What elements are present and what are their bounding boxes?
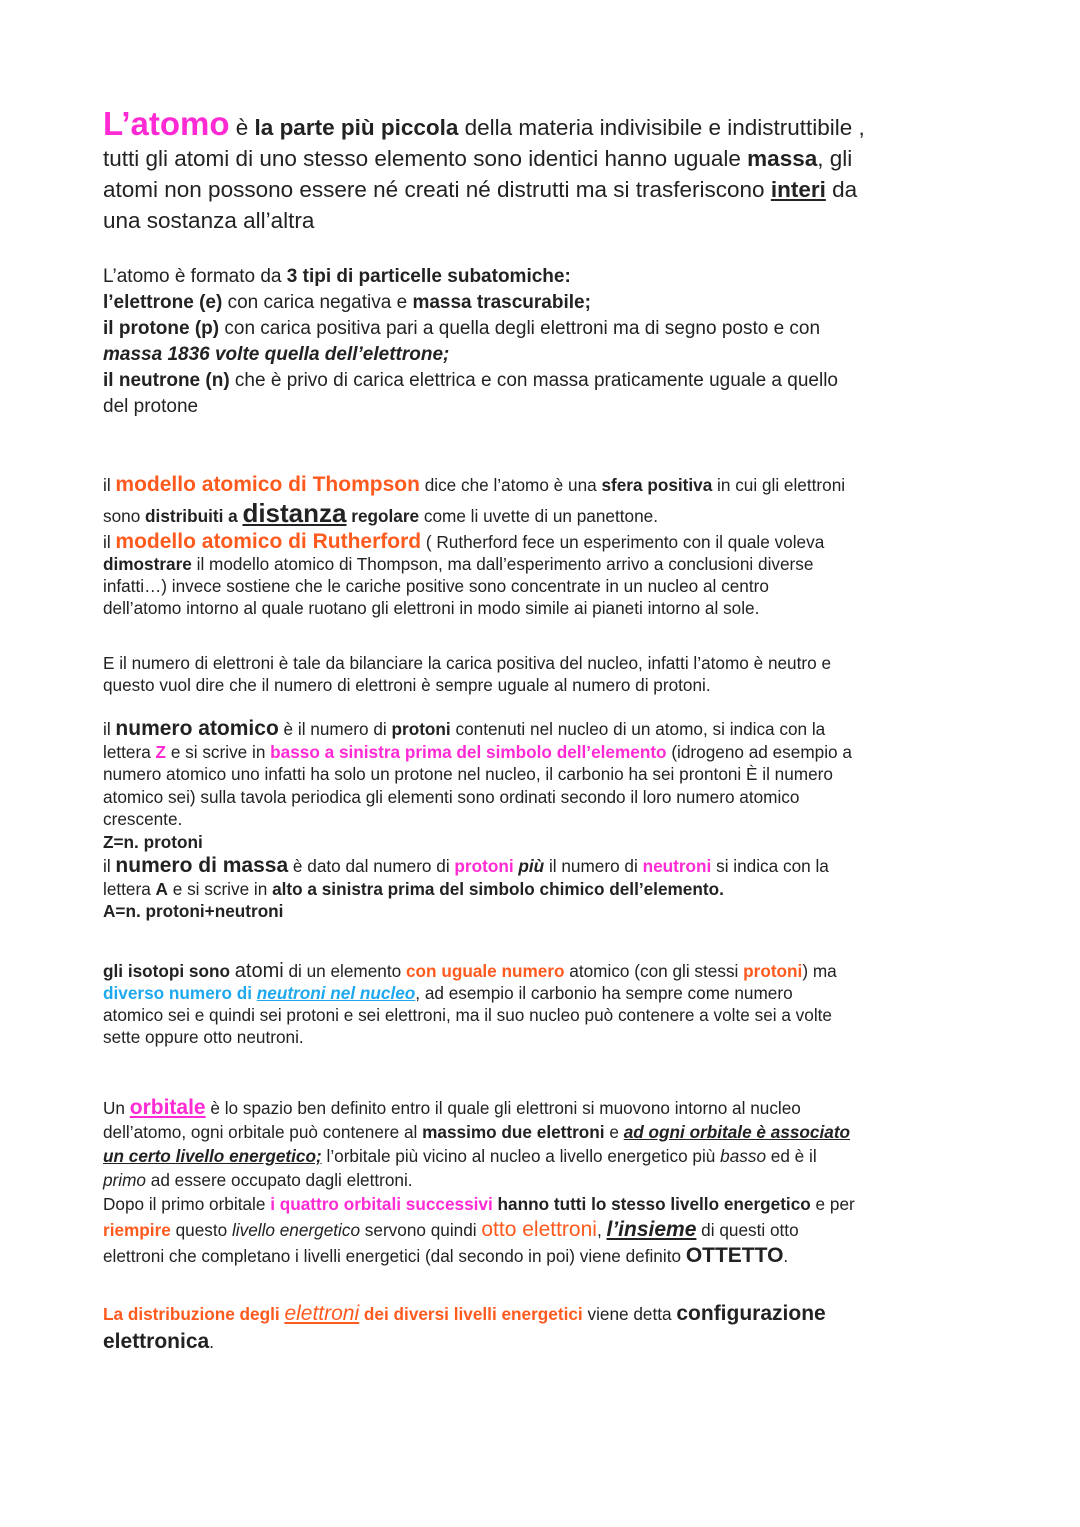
isotopes-paragraph — [103, 960, 983, 1048]
pink-bold-text: basso a sinistra prima del simbolo dell’elemento — [270, 741, 667, 762]
mass-number-line-2 — [103, 878, 983, 901]
orbital-paragraph — [103, 1096, 983, 1268]
text: da — [825, 177, 858, 202]
text: il modello atomico di Thompson, ma dall’esperimento arrivo a conclusioni diverse — [191, 554, 814, 574]
intro-line-4 — [103, 205, 983, 236]
text: . — [209, 1332, 214, 1352]
text: , — [596, 1220, 607, 1240]
bold-italic-text: massa 1836 volte quella dell’elettrone; — [103, 344, 450, 365]
text: dell’atomo, ogni orbitale può contenere al — [103, 1122, 423, 1142]
text: il — [103, 475, 116, 495]
pink-bold-text: neutroni — [642, 856, 712, 876]
text: , gli — [817, 146, 853, 171]
text: si indica con la — [711, 856, 829, 876]
neutral-line-1 — [103, 652, 983, 674]
text: L’atomo è formato da — [103, 266, 287, 287]
text: è — [229, 115, 255, 140]
pink-bold-text: i quattro orbitali successivi — [270, 1194, 493, 1214]
neutron-line — [103, 368, 983, 394]
text: . — [783, 1246, 789, 1266]
particles-line-1 — [103, 264, 983, 290]
text: sette oppure otto neutroni. — [103, 1027, 304, 1047]
text: in cui gli elettroni — [712, 475, 846, 495]
italic-text: basso — [720, 1146, 767, 1166]
text: e — [604, 1122, 624, 1142]
text: è il numero di — [278, 719, 392, 739]
text: di questi otto — [696, 1220, 799, 1240]
text: come li uvette di un panettone. — [419, 506, 658, 526]
orange-bold-text: La distribuzione degli — [103, 1304, 285, 1324]
underlined-bold-text: interi — [770, 177, 826, 202]
bold-italic-text: più — [513, 856, 545, 876]
configurazione-text: configurazione — [676, 1302, 826, 1325]
thompson-line-1 — [103, 474, 983, 496]
bold-text: gli isotopi sono — [103, 961, 235, 981]
otto-elettroni-text: otto elettroni — [481, 1218, 597, 1241]
blue-bold-text: diverso numero di — [103, 983, 257, 1003]
text: atomi non possono essere né creati né distrutti ma si trasferiscono — [103, 177, 771, 202]
text: ( Rutherford fece un esperimento con il quale voleva — [421, 532, 825, 552]
bold-text: il protone (p) — [103, 318, 220, 339]
bold-text: alto a sinistra prima del simbolo chimico dell’elemento. — [272, 878, 724, 899]
orbital-line-7 — [103, 1244, 983, 1268]
bold-text: distribuiti a — [145, 506, 243, 526]
isotopes-line-4 — [103, 1026, 983, 1048]
text: ) ma — [802, 961, 837, 981]
text: atomi — [234, 960, 284, 982]
thompson-line-2 — [103, 498, 983, 528]
isotopes-line-2 — [103, 982, 983, 1004]
orbital-line-4 — [103, 1168, 983, 1192]
orbital-line-1 — [103, 1096, 983, 1120]
text: e si scrive in — [166, 741, 271, 762]
text: atomico sei e quindi sei protoni e sei elettroni, ma il suo nucleo può contenere a volte sei a volte — [103, 1005, 832, 1025]
thompson-heading: modello atomico di Thompson — [115, 473, 420, 496]
rutherford-line-4 — [103, 597, 983, 619]
italic-text: primo — [103, 1170, 146, 1190]
bold-text: dimostrare — [103, 554, 192, 574]
text: elettroni che completano i livelli energetici (dal secondo in poi) viene definito — [103, 1246, 686, 1266]
bold-text: protoni — [391, 719, 451, 739]
a-formula — [103, 900, 983, 923]
atomic-number-line-4 — [103, 786, 983, 809]
bold-text: 3 tipi di particelle subatomiche: — [286, 266, 571, 287]
bold-text: regolare — [346, 506, 420, 526]
text: (idrogeno ad esempio a — [666, 741, 852, 762]
bold-italic-underlined-text: un certo livello energetico; — [103, 1146, 322, 1166]
text: viene detta — [582, 1304, 677, 1324]
italic-text: livello energetico — [231, 1220, 361, 1240]
atomic-number-line-5 — [103, 808, 983, 831]
elettronica-text: elettronica — [103, 1330, 210, 1353]
text: che è privo di carica elettrica e con massa praticamente uguale a quello — [229, 370, 838, 391]
text: crescente. — [103, 809, 183, 829]
text: Dopo il primo orbitale — [103, 1194, 271, 1214]
rutherford-line-3 — [103, 575, 983, 597]
text: lettera — [103, 741, 156, 762]
a-letter: A — [155, 878, 168, 899]
orbital-line-3 — [103, 1144, 983, 1168]
z-formula — [103, 831, 983, 854]
bold-text: l’elettrone (e) — [103, 292, 223, 313]
text: ed è il — [766, 1146, 817, 1166]
bold-text: il neutrone (n) — [103, 370, 230, 391]
text: E il numero di elettroni è tale da bilanciare la carica positiva del nucleo, infatti l’atomo è neutro e — [103, 653, 832, 673]
text: atomico sei) sulla tavola periodica gli elementi sono ordinati secondo il loro numero atomico — [103, 786, 800, 807]
orange-bold-text: riempire — [103, 1220, 171, 1240]
text: l’orbitale più vicino al nucleo a livello energetico più — [321, 1146, 721, 1166]
text: è dato dal numero di — [288, 856, 455, 876]
isotopes-line-1 — [103, 960, 983, 982]
text: ad essere occupato dagli elettroni. — [145, 1170, 413, 1190]
bold-text: la parte più piccola — [254, 115, 459, 140]
text: atomico (con gli stessi — [564, 961, 744, 981]
neutral-line-2 — [103, 674, 983, 696]
orbital-heading: orbitale — [129, 1096, 206, 1119]
text: lettera — [103, 878, 156, 899]
atomic-number-paragraph — [103, 718, 983, 923]
text: questo vuol dire che il numero di elettroni è sempre uguale al numero di protoni. — [103, 675, 711, 695]
atom-title: L’atomo — [103, 105, 230, 142]
intro-line-2 — [103, 143, 983, 174]
configuration-paragraph — [103, 1300, 983, 1356]
text: , ad esempio il carbonio ha sempre come numero — [415, 983, 793, 1003]
rutherford-line-2 — [103, 553, 983, 575]
bold-text: Z=n. protoni — [103, 831, 203, 852]
bold-text: sfera positiva — [601, 475, 713, 495]
bold-text: hanno tutti lo stesso livello energetico — [492, 1194, 811, 1214]
text: del protone — [103, 396, 199, 417]
orbital-line-2 — [103, 1120, 983, 1144]
pink-bold-text: protoni — [454, 856, 514, 876]
isotopes-line-3 — [103, 1004, 983, 1026]
rutherford-heading: modello atomico di Rutherford — [115, 530, 422, 553]
text: contenuti nel nucleo di un atomo, si indica con la — [450, 719, 826, 739]
neutral-atom-paragraph — [103, 652, 983, 696]
text: è lo spazio ben definito entro il quale gli elettroni si muovono intorno al nucleo — [205, 1098, 801, 1118]
atomic-models-paragraph — [103, 474, 983, 619]
text: e per — [810, 1194, 855, 1214]
configuration-line-1 — [103, 1300, 983, 1328]
insieme-text: l’insieme — [606, 1218, 697, 1241]
intro-line-3 — [103, 174, 983, 205]
text: numero atomico uno infatti ha solo un protone nel nucleo, il carbonio ha sei prontoni È il numero — [103, 764, 833, 784]
atomic-number-line-3 — [103, 763, 983, 786]
particles-paragraph — [103, 264, 983, 420]
proton-line — [103, 316, 983, 342]
atomic-number-line-1 — [103, 718, 983, 741]
text: dice che l’atomo è una — [419, 475, 602, 495]
configuration-line-2 — [103, 1328, 983, 1356]
text: dell’atomo intorno al quale ruotano gli elettroni in modo simile ai pianeti intorno al sole. — [103, 598, 760, 618]
neutron-line-2 — [103, 394, 983, 420]
orbital-line-5 — [103, 1192, 983, 1216]
intro-line-1 — [103, 105, 983, 143]
bold-text: A=n. protoni+neutroni — [103, 901, 284, 921]
bold-text: massa trascurabile; — [412, 292, 591, 313]
orange-bold-text: con uguale numero — [405, 961, 565, 981]
bold-text: massimo due elettroni — [422, 1122, 605, 1142]
electron-line — [103, 290, 983, 316]
text: servono quindi — [360, 1220, 482, 1240]
bold-italic-underlined-text: ad ogni orbitale è associato — [623, 1122, 851, 1142]
mass-number-line-1 — [103, 855, 983, 878]
text: una sostanza all’altra — [103, 208, 315, 233]
orbital-line-6 — [103, 1218, 983, 1242]
atomic-number-line-2 — [103, 741, 983, 764]
text: con carica negativa e — [222, 292, 413, 313]
elettroni-text: elettroni — [284, 1302, 360, 1325]
text: di un elemento — [283, 961, 406, 981]
text: con carica positiva pari a quella degli elettroni ma di segno posto e con — [219, 318, 821, 339]
text: infatti…) invece sostiene che le cariche positive sono concentrate in un nucleo al centro — [103, 576, 769, 596]
orange-bold-text: dei diversi livelli energetici — [359, 1304, 583, 1324]
rutherford-line-1 — [103, 531, 983, 553]
text: Un — [103, 1098, 130, 1118]
text: e si scrive in — [167, 878, 273, 899]
text: il — [103, 856, 116, 876]
bold-text: massa — [747, 146, 818, 171]
text: questo — [170, 1220, 232, 1240]
orange-bold-text: protoni — [743, 961, 803, 981]
text: il — [103, 719, 116, 739]
text: sono — [103, 506, 146, 526]
blue-underlined-text: neutroni nel nucleo — [256, 983, 416, 1003]
text: della materia indivisibile e indistruttibile , — [458, 115, 865, 140]
atomic-number-heading: numero atomico — [115, 717, 279, 740]
ottetto-text: OTTETTO — [685, 1244, 784, 1267]
text: il numero di — [544, 856, 643, 876]
proton-mass-line — [103, 342, 983, 368]
distanza-text: distanza — [242, 498, 347, 528]
z-letter: Z — [155, 741, 167, 762]
text: il — [103, 532, 116, 552]
text: tutti gli atomi di uno stesso elemento sono identici hanno uguale — [103, 146, 748, 171]
intro-paragraph — [103, 105, 983, 236]
mass-number-heading: numero di massa — [115, 854, 289, 877]
